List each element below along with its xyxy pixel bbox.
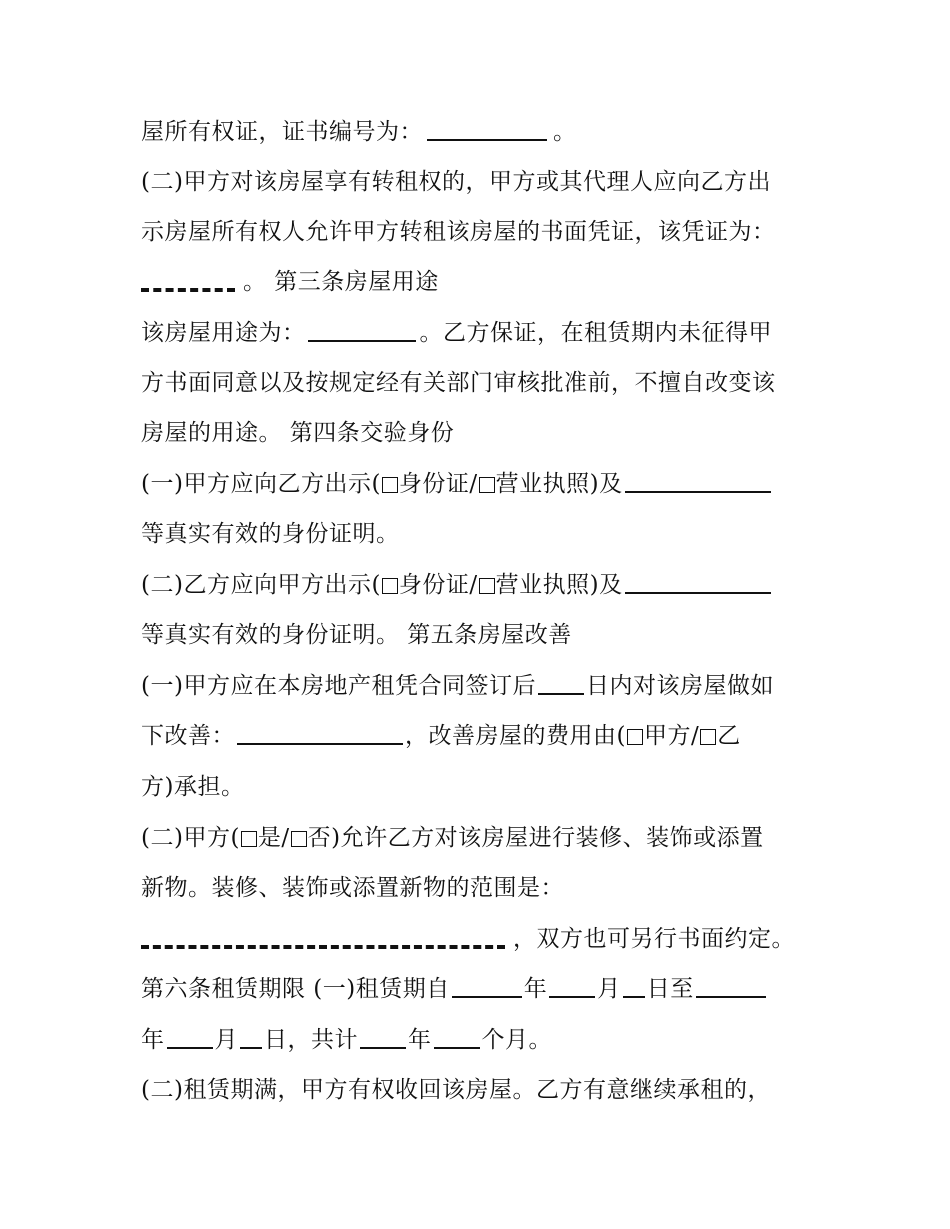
blank-field[interactable] [434, 1047, 480, 1049]
text-line: (二)乙方应向甲方出示( 身份证/ 营业执照)及 [141, 570, 771, 600]
text-line: 方书面同意以及按规定经有关部门审核批准前，不擅自改变该 [141, 370, 776, 396]
text-line: 新物。装修、装饰或添置新物的范围是： [141, 875, 564, 901]
checkbox[interactable] [291, 831, 307, 847]
blank-field[interactable] [623, 996, 645, 998]
text-line: (二)租赁期满，甲方有权收回该房屋。乙方有意继续承租的， [141, 1077, 771, 1103]
blank-field[interactable] [141, 288, 235, 292]
blank-field[interactable] [625, 491, 771, 493]
blank-field[interactable] [360, 1047, 406, 1049]
text-line: 下改善： ，改善房屋的费用由( 甲方/ 乙 [141, 723, 741, 749]
text-line: 示房屋所有权人允许甲方转租该房屋的书面凭证，该凭证为： [141, 219, 776, 245]
text-line: 等真实有效的身份证明。 第五条房屋改善 [141, 622, 572, 648]
blank-field[interactable] [625, 592, 771, 594]
text-line: ，双方也可另行书面约定。 [141, 924, 795, 954]
text-line: (一)甲方应向乙方出示( 身份证/ 营业执照)及 [141, 469, 771, 499]
checkbox[interactable] [479, 477, 495, 493]
text-line: 年 月 日，共计 年 个月。 [141, 1027, 552, 1053]
blank-field[interactable] [141, 945, 505, 949]
text-line: 屋所有权证，证书编号为： 。 [141, 119, 577, 145]
checkbox[interactable] [382, 477, 398, 493]
text-line: (二)甲方对该房屋享有转租权的，甲方或其代理人应向乙方出 [141, 169, 771, 195]
text-line: 方)承担。 [141, 774, 245, 800]
checkbox[interactable] [479, 578, 495, 594]
text-line: 该房屋用途为： 。乙方保证，在租赁期内未征得甲 [141, 320, 772, 346]
text-line: (二)甲方( 是/ 否)允许乙方对该房屋进行装修、装饰或添置 [141, 825, 764, 851]
blank-field[interactable] [549, 996, 595, 998]
blank-field[interactable] [308, 340, 416, 342]
text-line: (一)甲方应在本房地产租凭合同签订后 日内对该房屋做如 [141, 673, 774, 699]
blank-field[interactable] [452, 996, 522, 998]
blank-field[interactable] [427, 139, 547, 141]
text-line: 等真实有效的身份证明。 [141, 521, 400, 547]
blank-field[interactable] [237, 743, 403, 745]
blank-field[interactable] [167, 1047, 213, 1049]
checkbox[interactable] [382, 578, 398, 594]
text-line: 第六条租赁期限 (一)租赁期自 年 月 日至 [141, 974, 766, 1004]
text-line: 。 第三条房屋用途 [141, 267, 439, 297]
checkbox[interactable] [241, 831, 257, 847]
blank-field[interactable] [696, 996, 766, 998]
text-line: 房屋的用途。 第四条交验身份 [141, 420, 455, 446]
blank-field[interactable] [240, 1047, 262, 1049]
blank-field[interactable] [538, 693, 584, 695]
checkbox[interactable] [700, 729, 716, 745]
checkbox[interactable] [627, 729, 643, 745]
